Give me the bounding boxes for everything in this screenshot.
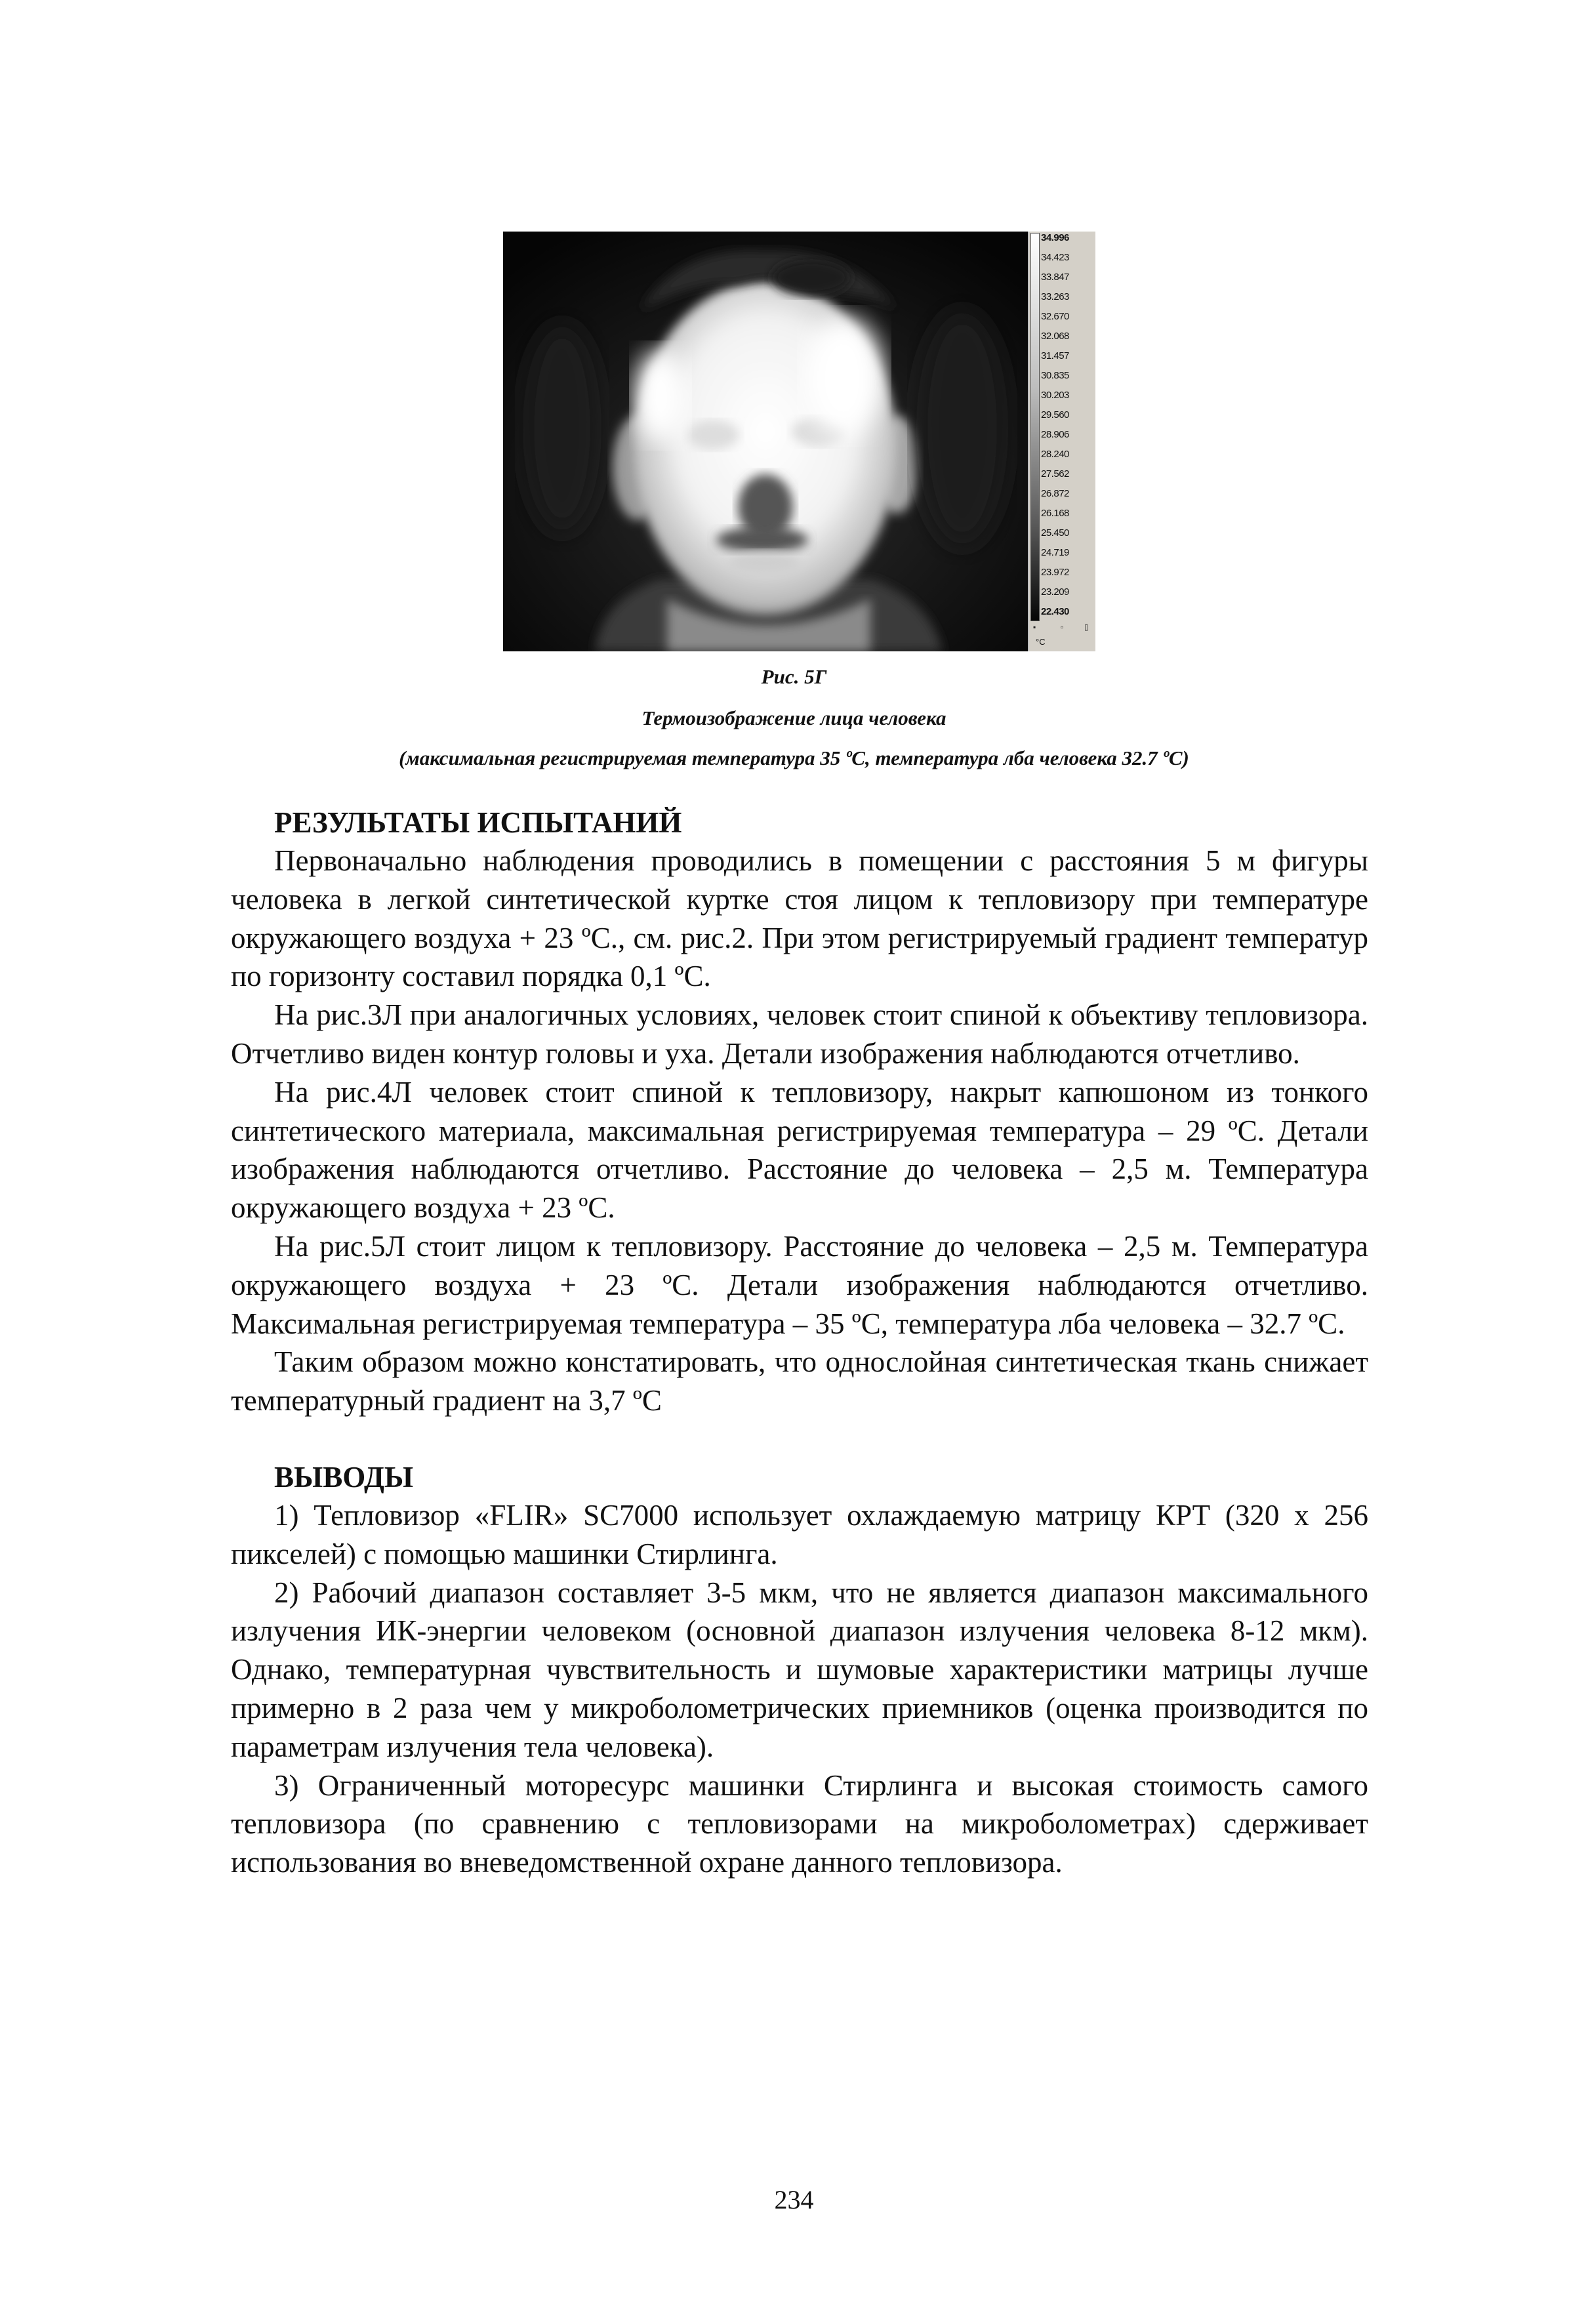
scale-label: 30.203 <box>1041 390 1069 401</box>
temperature-color-bar <box>1030 233 1040 621</box>
scale-label: 32.068 <box>1041 331 1069 342</box>
scale-label: 27.562 <box>1041 468 1069 479</box>
figure-title: Термоизображение лица человека <box>641 706 947 729</box>
conclusions-paragraph: 3) Ограниченный моторесурс машинки Стирлинга и высокая стоимость самого тепловизора (по сравнению с тепловизорами на микроболометрах) сдерживает использования во вневедомственной охране данного тепловизора. <box>231 1768 1368 1879</box>
results-paragraph: На рис.3Л при аналогичных условиях, человек стоит спиной к объективу тепловизора. Отчетливо виден контур головы и уха. Детали изображения наблюдаются отчетливо. <box>231 998 1368 1070</box>
results-paragraph: На рис.4Л человек стоит спиной к тепловизору, накрыт капюшоном из тонкого синтетического материала, максимальная регистрируемая температура – 29 ºC. Детали изображения наблюдаются отчетливо. Расстояние до человека – 2,5 м. Температура окружающего воздуха + 23 ºC. <box>231 1075 1368 1225</box>
scale-label: 26.168 <box>1041 508 1069 519</box>
scale-control-2: ▫ <box>1061 622 1064 632</box>
thermal-figure <box>503 232 1095 651</box>
scale-label: 23.972 <box>1041 567 1069 578</box>
scale-label: 23.209 <box>1041 586 1069 598</box>
results-paragraph: Первоначально наблюдения проводились в помещении с расстояния 5 м фигуры человека в легкой синтетической куртке стоя лицом к тепловизору при температуре окружающего воздуха + 23 ºC., см. рис.2. При этом регистрируемый градиент температур по горизонту составил порядка 0,1 ºC. <box>231 844 1368 993</box>
scale-control-1: ▪ <box>1033 622 1036 632</box>
scale-controls <box>1032 622 1093 636</box>
thermal-face-image <box>503 232 1028 651</box>
results-paragraph: На рис.5Л стоит лицом к тепловизору. Расстояние до человека – 2,5 м. Температура окружающего воздуха + 23 ºC. Детали изображения наблюдаются отчетливо. Максимальная регистрируемая температура – 35 ºC, температура лба человека – 32.7 ºC. <box>231 1229 1368 1340</box>
page-body <box>231 804 1368 1882</box>
scale-label: 26.872 <box>1041 488 1069 499</box>
temperature-scale-labels <box>1041 233 1093 620</box>
page-number: 234 <box>774 2185 814 2214</box>
scale-label: 22.430 <box>1041 606 1069 617</box>
scale-label: 34.996 <box>1041 232 1069 243</box>
figure-number: Рис. 5Г <box>761 665 827 688</box>
scale-label: 30.835 <box>1041 370 1069 381</box>
scale-label: 33.263 <box>1041 291 1069 302</box>
scale-control-3: ▯ <box>1084 622 1089 632</box>
conclusions-heading: ВЫВОДЫ <box>274 1460 414 1494</box>
conclusions-paragraph: 2) Рабочий диапазон составляет 3-5 мкм, что не является диапазон максимального излучения ИК-энергии человеком (основной диапазон излучения человека 8-12 мкм). Однако, температурная чувствительность и шумовые характеристики матрицы лучше примерно в 2 раза чем у микроболометрических приемников (оценка производится по параметрам излучения тела человека). <box>231 1576 1368 1763</box>
scale-unit: °C <box>1036 637 1046 647</box>
temperature-scale-panel <box>1028 232 1095 651</box>
scale-label: 32.670 <box>1041 311 1069 322</box>
scale-label: 28.240 <box>1041 449 1069 460</box>
scale-label: 24.719 <box>1041 547 1069 558</box>
scale-label: 34.423 <box>1041 252 1069 263</box>
conclusions-paragraph: 1) Тепловизор «FLIR» SC7000 использует охлаждаемую матрицу КРТ (320 х 256 пикселей) с помощью машинки Стирлинга. <box>231 1498 1368 1570</box>
scale-label: 31.457 <box>1041 350 1069 361</box>
scale-label: 25.450 <box>1041 527 1069 539</box>
thermal-face-drawing <box>503 232 1028 651</box>
results-heading: РЕЗУЛЬТАТЫ ИСПЫТАНИЙ <box>274 806 682 839</box>
scale-label: 33.847 <box>1041 272 1069 283</box>
scale-label: 28.906 <box>1041 429 1069 440</box>
scale-label: 29.560 <box>1041 409 1069 420</box>
figure-details: (максимальная регистрируемая температура 35 ºC, температура лба человека 32.7 ºC) <box>399 746 1189 769</box>
results-paragraph: Таким образом можно констатировать, что однослойная синтетическая ткань снижает температурный градиент на 3,7 ºC <box>231 1345 1368 1417</box>
